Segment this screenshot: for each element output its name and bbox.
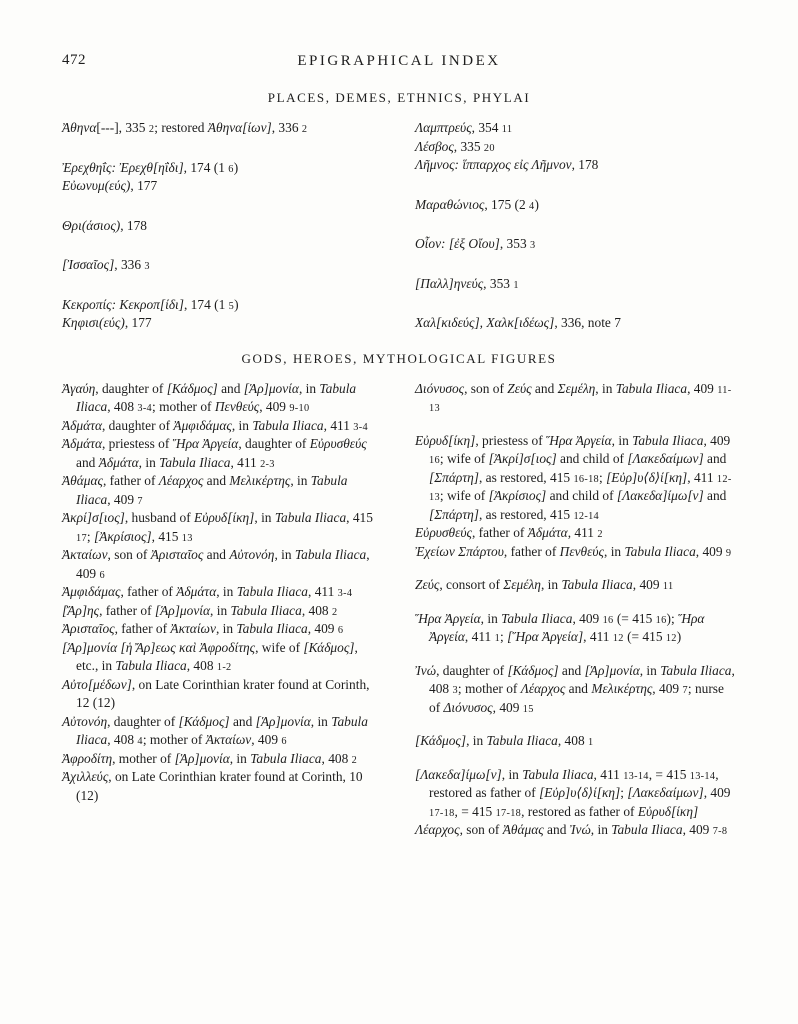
greek-text: Ἀθηνα [62, 120, 97, 135]
greek-text: Tabula Iliaca [159, 454, 231, 470]
greek-text: Οἶον: [ἐξ Οἴου] [415, 236, 500, 251]
greek-text: [Λακεδα]ίμω[ν] [415, 766, 502, 782]
line-number: 17 [76, 532, 87, 544]
greek-text: Ἥρα Ἀργεία [429, 610, 705, 644]
line-number: 12 [612, 633, 624, 644]
line-number: 3-4 [137, 403, 153, 414]
greek-text: [Ἁρ]μονία [174, 750, 230, 766]
greek-text: Μελικέρτης [591, 681, 653, 696]
index-entry: Κηφισι(εύς), 177 [62, 315, 152, 330]
entry-group [415, 314, 736, 333]
line-number: 17-18 [495, 807, 522, 819]
index-entry: Λῆμνος: ἵππαρχος εἰς Λῆμνον, 178 [415, 157, 599, 172]
greek-text: Tabula Iliaca [561, 577, 633, 592]
index-entry: [Παλλ]ηνεύς, 353 1 [415, 275, 519, 291]
line-number: 12-14 [573, 510, 599, 522]
index-entry: Ἀφροδίτη, mother of [Ἁρ]μονία, in Tabula Iliaca, 408 2 [62, 750, 358, 766]
greek-text: Κεκροπίς: Κεκροπ[ίδι] [62, 296, 184, 312]
entry-group [415, 275, 736, 294]
line-number: 6 [228, 163, 234, 175]
greek-text: Λέαρχος [415, 822, 460, 837]
greek-text: Εὐρυσθεύς [309, 436, 367, 451]
index-entry: Ζεύς, consort of Σεμέλη, in Tabula Iliaca, 409 11 [415, 577, 674, 592]
greek-text: Αὐτονόη [229, 547, 275, 562]
greek-text: [Ἁρ]μονία [255, 713, 311, 729]
index-entry: Μαραθώνιος, 175 (2 4) [415, 196, 539, 212]
greek-text: [Ἄρ]ης [62, 602, 100, 618]
entry-group [415, 732, 736, 751]
greek-text: [Εὐρ]υ⟨δ⟩ί[κη] [606, 469, 688, 485]
line-number: 9 [725, 547, 732, 559]
line-number: 4 [137, 736, 143, 747]
greek-text: [Λακεδαίμων] [627, 451, 704, 466]
index-entry: Ἀκρί]σ[ιος], husband of Εὐρυδ[ίκη], in Tabula Iliaca, 415 17; [Ἀκρίσιος], 415 13 [62, 510, 373, 544]
greek-text: [Ἁρ]μονία [154, 602, 211, 618]
greek-text: Ἀρισταῖος [150, 547, 204, 562]
greek-text: Ἀκταίων [62, 547, 108, 562]
greek-text: Ἀρισταῖος [62, 621, 115, 636]
greek-text: Tabula Iliaca [236, 621, 308, 636]
greek-text: Εὐρυσθεύς [415, 525, 472, 540]
greek-text: [Ἁρ]μονία [584, 662, 640, 678]
line-number: 12-13 [429, 473, 732, 503]
index-entry: Ἀκταίων, son of Ἀρισταῖος and Αὐτονόη, in Tabula Iliaca, 409 6 [62, 547, 370, 581]
greek-text: Εὐωνυμ(εύς) [62, 178, 131, 193]
greek-text: Ἀκταίων [170, 621, 216, 636]
line-number: 6 [281, 736, 287, 747]
page-title: EPIGRAPHICAL INDEX [297, 53, 501, 69]
line-number: 13-14 [689, 770, 716, 782]
greek-text: [Σπάρτη] [429, 469, 479, 485]
line-number: 12 [665, 633, 677, 644]
page-number: 472 [62, 52, 86, 68]
entry-group [415, 610, 736, 647]
greek-text: Λῆμνος: ἵππαρχος εἰς Λῆμνον [415, 157, 572, 172]
greek-text: Tabula Iliaca [76, 380, 357, 414]
greek-text: Ἀγαύη [62, 380, 96, 396]
line-number: 4 [529, 200, 535, 212]
entry-group [62, 256, 383, 275]
line-number: 6 [99, 569, 105, 581]
greek-text: Λέαρχος [520, 681, 566, 696]
greek-text: Tabula Iliaca [624, 543, 696, 559]
greek-text: [Κάδμος] [303, 639, 355, 655]
index-entry: Οἶον: [ἐξ Οἴου], 353 3 [415, 236, 536, 251]
greek-text: Αὐτο[μέδων] [62, 676, 132, 692]
greek-text: Πενθεύς [559, 543, 604, 559]
greek-text: Ἥρα Ἀργεία [415, 610, 481, 626]
entry-group [415, 766, 736, 840]
greek-text: Σεμέλη [503, 577, 541, 592]
greek-text: [Ἁρ]μονία [243, 380, 299, 396]
entry-group [62, 296, 383, 333]
greek-text: Εὐρυδ[ίκη] [415, 432, 476, 448]
greek-text: [Σπάρτη] [429, 506, 479, 522]
line-number: 1 [513, 279, 519, 291]
greek-text: Ἀμφιδάμας [173, 417, 232, 433]
entry-group [62, 159, 383, 196]
greek-text: Tabula Iliaca [632, 432, 704, 448]
line-number: 16 [602, 614, 614, 626]
greek-text: [Κάδμος] [415, 733, 467, 748]
index-entry: Ἰνώ, daughter of [Κάδμος] and [Ἁρ]μονία, in Tabula Iliaca, 408 3; mother of Λέαρχος and Μελικέρτης, 409 7; nurse of Διόνυσος, 409 15 [415, 662, 735, 715]
index-entry: [Κάδμος], in Tabula Iliaca, 408 1 [415, 733, 594, 748]
greek-text: Αὐτονόη [62, 713, 108, 729]
section-heading: GODS, HEROES, MYTHOLOGICAL FIGURES [241, 350, 557, 366]
entry-group [415, 119, 736, 175]
index-entry: Ἀθάμας, father of Λέαρχος and Μελικέρτης, in Tabula Iliaca, 409 7 [62, 473, 348, 507]
greek-text: Ἐρεχθηΐς: Ἐρεχθ[ηΐδι] [62, 159, 184, 175]
line-number: 3 [530, 240, 536, 251]
entry-group [415, 196, 736, 215]
greek-text: Ἀθάμας [62, 473, 103, 488]
line-number: 5 [228, 300, 235, 312]
greek-text: Ἀκρί]σ[ιος] [62, 510, 125, 525]
index-entry: Ἀθηνα[---], 335 2; restored Ἀθηνα[ίων], 336 2 [62, 120, 308, 135]
index-entry: Ἐχείων Σπάρτου, father of Πενθεύς, in Tabula Iliaca, 409 9 [415, 543, 732, 559]
greek-text: [Εὐρ]υ⟨δ⟩ί[κη] [539, 785, 621, 800]
index-entry: Ἀμφιδάμας, father of Ἀδμάτα, in Tabula Iliaca, 411 3-4 [62, 584, 353, 599]
line-number: 3 [144, 261, 150, 272]
greek-text: Tabula Iliaca [230, 602, 302, 618]
greek-text: Ἥρα Ἀργεία [172, 436, 239, 451]
entry-group [415, 432, 736, 562]
greek-text: Ἰνώ [569, 822, 591, 837]
greek-text: Ἀδμάτα [527, 525, 568, 540]
greek-text: Tabula Iliaca [76, 473, 348, 507]
greek-text: [Κάδμος] [507, 662, 559, 678]
greek-text: Tabula Iliaca [294, 547, 367, 562]
greek-text: Ἥρα Ἀργεία [546, 432, 612, 448]
greek-text: Ἀκταίων [205, 732, 252, 747]
index-entry: [Λακεδα]ίμω[ν], in Tabula Iliaca, 411 13-14, = 415 13-14, restored as father of [Εὐρ]υ⟨δ⟩ί[κη]; [Λακεδαίμων], 409 17-18, = 415 17-18, restored as father of Εὐρυδ[ίκη] [415, 766, 731, 819]
line-number: 15 [522, 703, 534, 715]
line-number: 11-13 [429, 384, 732, 414]
index-entry: Ἀρισταῖος, father of Ἀκταίων, in Tabula Iliaca, 409 6 [62, 621, 344, 636]
greek-text: Tabula Iliaca [611, 822, 683, 837]
left-column [62, 380, 383, 806]
greek-text: Tabula Iliaca [250, 750, 322, 766]
line-number: 7-8 [712, 826, 728, 837]
greek-text: [Ἀκρί]σ[ιος] [488, 451, 557, 466]
index-entry: Ἀδμάτα, priestess of Ἥρα Ἀργεία, daughter of Εὐρυσθεύς and Ἀδμάτα, in Tabula Iliaca, 411 2-3 [62, 436, 367, 470]
index-entry: Λαμπτρεύς, 354 11 [415, 120, 513, 135]
index-entry: Εὐωνυμ(εύς), 177 [62, 178, 158, 193]
line-number: 2 [301, 124, 308, 135]
greek-text: Tabula Iliaca [115, 658, 187, 673]
greek-text: [Ἀκρίσιος] [93, 528, 152, 544]
greek-text: [Ἥρα Ἀργεία] [507, 629, 584, 644]
right-column [415, 380, 736, 840]
greek-text: [Παλλ]ηνεύς [415, 275, 484, 291]
greek-text: Λέαρχος [158, 473, 204, 488]
greek-text: Tabula Iliaca [501, 610, 573, 626]
greek-text: [Κάδμος] [166, 380, 218, 396]
greek-text: Λέσβος [415, 138, 454, 154]
line-number: 2-3 [260, 458, 275, 470]
line-number: 3-4 [353, 421, 368, 433]
greek-text: Λαμπτρεύς [415, 120, 472, 135]
section-heading: PLACES, DEMES, ETHNICS, PHYLAI [267, 90, 531, 105]
greek-text: Εὐρυδ[ίκη] [194, 510, 255, 525]
index-entry: Ἐρεχθηΐς: Ἐρεχθ[ηΐδι], 174 (1 6) [62, 159, 239, 175]
greek-text: [Κάδμος] [178, 713, 230, 729]
greek-text: Ζεύς [507, 380, 532, 396]
line-number: 2 [331, 606, 338, 618]
line-number: 13-14 [623, 770, 649, 782]
greek-text: [Ἀκρίσιος] [488, 488, 547, 503]
index-entry: Χαλ[κιδεύς], Χαλκ[ιδέως], 336, note 7 [415, 315, 621, 330]
index-entry: Αὐτο[μέδων], on Late Corinthian krater found at Corinth, 12 (12) [62, 676, 370, 710]
index-entry: Εὐρυδ[ίκη], priestess of Ἥρα Ἀργεία, in Tabula Iliaca, 409 16; wife of [Ἀκρί]σ[ιος] and child of [Λακεδαίμων] and [Σπάρτη], as restored, 415 16-18; [Εὐρ]υ⟨δ⟩ί[κη], 411 12-13; wife of [Ἀκρίσιος] and child of [Λακεδα]ίμω[ν] and [Σπάρτη], as restored, 415 12-14 [415, 432, 732, 522]
greek-text: Ἀφροδίτη [62, 750, 113, 766]
greek-text: Ἀδμάτα [62, 417, 102, 433]
line-number: 3 [452, 685, 458, 696]
greek-text: Ἀχιλλεύς [62, 769, 109, 784]
greek-text: Ἐχείων Σπάρτου [415, 543, 504, 559]
greek-text: Ἀδμάτα [62, 436, 102, 451]
line-number: 7 [137, 495, 143, 507]
greek-text: Ἀδμάτα [176, 584, 217, 599]
line-number: 1 [588, 737, 594, 748]
two-column-layout [62, 119, 736, 333]
index-entry: Αὐτονόη, daughter of [Κάδμος] and [Ἁρ]μονία, in Tabula Iliaca, 408 4; mother of Ἀκταίων, 409 6 [62, 713, 368, 747]
greek-text: Ἰνώ [415, 662, 437, 678]
entry-group [415, 235, 736, 254]
index-entry: [Ἰσσαῖος], 336 3 [62, 257, 150, 272]
line-number: 1-2 [216, 662, 232, 673]
greek-text: Ἀδμάτα [98, 454, 139, 470]
line-number: 16 [655, 614, 667, 626]
greek-text: Tabula Iliaca [76, 713, 368, 747]
greek-text: Σεμέλη [557, 380, 596, 396]
line-number: 11 [501, 124, 513, 135]
greek-text: Tabula Iliaca [615, 380, 688, 396]
entry-group [62, 380, 383, 806]
line-number: 16-18 [573, 473, 599, 485]
greek-text: Μελικέρτης [229, 473, 291, 488]
line-number: 3-4 [337, 588, 353, 599]
greek-text: Χαλ[κιδεύς], Χαλκ[ιδέως] [415, 315, 555, 330]
line-number: 20 [483, 142, 495, 154]
line-number: 2 [351, 754, 358, 766]
greek-text: Θρι(άσιος) [62, 217, 121, 233]
greek-text: Tabula Iliaca [274, 510, 347, 525]
greek-text: [Λακεδα]ίμω[ν] [616, 488, 704, 503]
entry-group [62, 217, 383, 236]
greek-text: Ἀθάμας [502, 822, 544, 837]
index-entry: Κεκροπίς: Κεκροπ[ίδι], 174 (1 5) [62, 296, 239, 312]
index-entry: [Ἄρ]ης, father of [Ἁρ]μονία, in Tabula Iliaca, 408 2 [62, 602, 338, 618]
index-entry: Θρι(άσιος), 178 [62, 217, 147, 233]
index-entry: Διόνυσος, son of Ζεύς and Σεμέλη, in Tabula Iliaca, 409 11-13 [415, 380, 732, 414]
line-number: 7 [682, 685, 688, 696]
index-entry: Λέαρχος, son of Ἀθάμας and Ἰνώ, in Tabula Iliaca, 409 7-8 [415, 822, 728, 837]
greek-text: [Ἰσσαῖος] [62, 257, 115, 272]
greek-text: Πενθεύς [214, 399, 260, 414]
line-number: 13 [181, 532, 193, 544]
index-entry: Ἥρα Ἀργεία, in Tabula Iliaca, 409 16 (= 415 16); Ἥρα Ἀργεία, 411 1; [Ἥρα Ἀργεία], 411 12 (= 415 12) [415, 610, 705, 644]
index-entry: Ἀγαύη, daughter of [Κάδμος] and [Ἁρ]μονία, in Tabula Iliaca, 408 3-4; mother of Πενθεύς, 409 9-10 [62, 380, 357, 414]
greek-text: Ζεύς [415, 577, 440, 592]
entry-group [415, 576, 736, 595]
index-entry: Ἀδμάτα, daughter of Ἀμφιδάμας, in Tabula Iliaca, 411 3-4 [62, 417, 368, 433]
right-column [415, 119, 736, 333]
line-number: 6 [337, 625, 344, 636]
greek-text: Tabula Iliaca [236, 584, 309, 599]
line-number: 16 [429, 455, 440, 466]
line-number: 1 [494, 633, 501, 644]
entry-group [415, 662, 736, 718]
index-entry: Ἀχιλλεύς, on Late Corinthian krater found at Corinth, 10 (12) [62, 769, 363, 803]
greek-text: Tabula Iliaca [486, 733, 558, 748]
left-column [62, 119, 383, 333]
index-entry: Εὐρυσθεύς, father of Ἀδμάτα, 411 2 [415, 525, 603, 540]
entry-group [415, 380, 736, 417]
greek-text: Κηφισι(εύς) [62, 315, 125, 330]
index-entry: Λέσβος, 335 20 [415, 138, 495, 154]
line-number: 2 [597, 529, 603, 540]
page-header [62, 52, 736, 74]
entry-group [62, 119, 383, 138]
line-number: 11 [662, 581, 674, 592]
index-entry: [Ἁρ]μονία [ἡ Ἄρ]εως καὶ Ἀφροδίτης, wife of [Κάδμος], etc., in Tabula Iliaca, 408 1-2 [62, 639, 358, 673]
index-sections [62, 90, 736, 840]
greek-text: Tabula Iliaca [660, 662, 732, 678]
line-number: 9-10 [289, 403, 310, 414]
two-column-layout [62, 380, 736, 840]
line-number: 17-18 [429, 807, 455, 819]
greek-text: [Ἁρ]μονία [ἡ Ἄρ]εως καὶ Ἀφροδίτης [62, 639, 256, 655]
greek-text: [Λακεδαίμων] [627, 785, 704, 800]
greek-text: Ἀθηνα[ίων] [207, 120, 272, 135]
greek-text: Διόνυσος [443, 699, 493, 715]
greek-text: Εὐρυδ[ίκη] [637, 803, 699, 819]
greek-text: Tabula Iliaca [522, 766, 594, 782]
greek-text: Ἀμφιδάμας [62, 584, 121, 599]
line-number: 2 [148, 124, 155, 135]
greek-text: Tabula Iliaca [252, 417, 324, 433]
greek-text: Διόνυσος [415, 380, 465, 396]
greek-text: Μαραθώνιος [415, 196, 485, 212]
